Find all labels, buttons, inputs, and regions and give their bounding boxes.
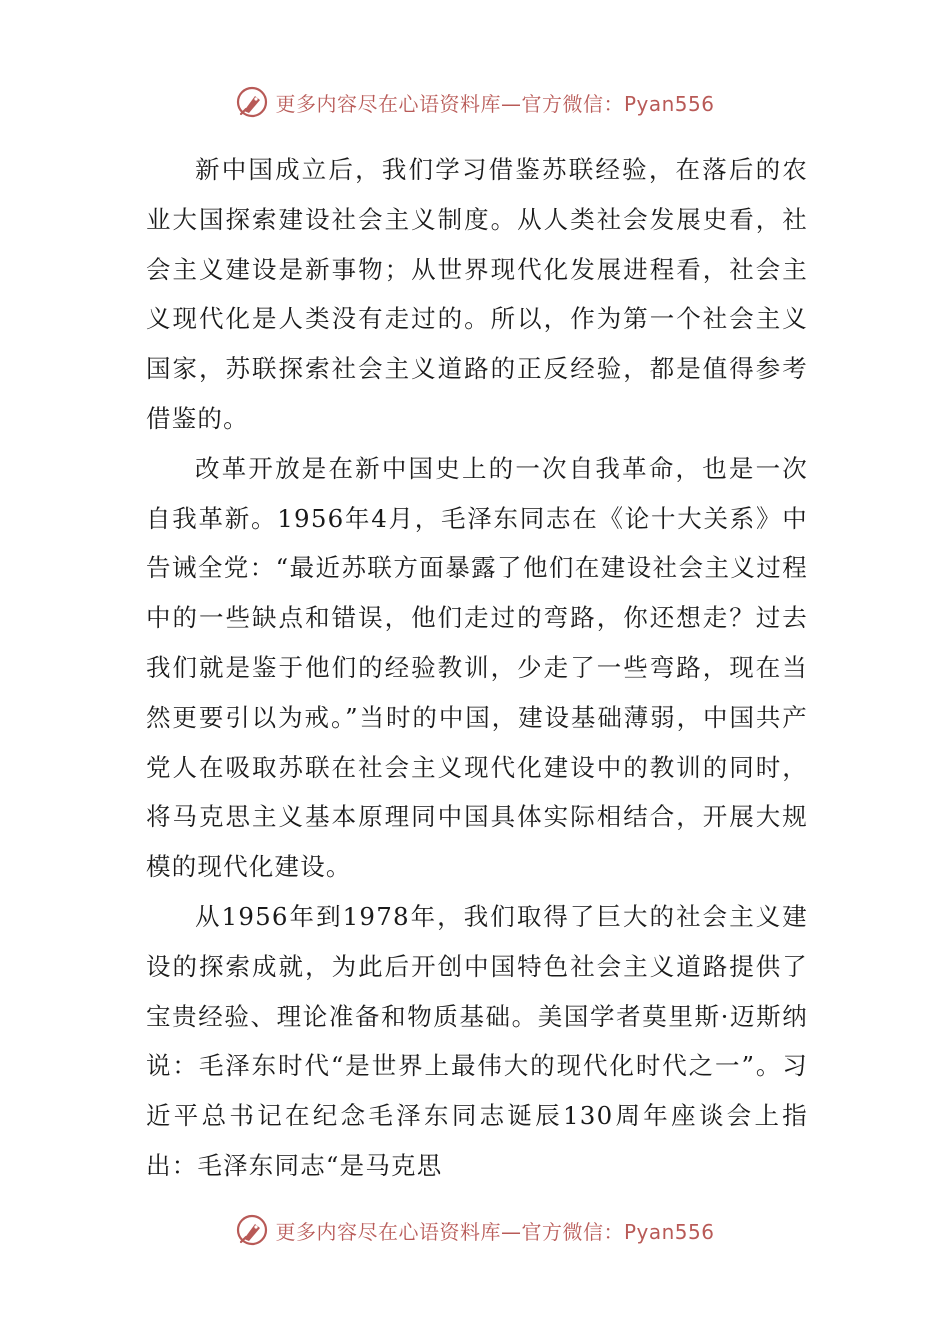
footer-watermark xyxy=(0,1210,950,1250)
document-body xyxy=(146,145,808,1191)
watermark-text: 更多内容尽在心语资料库—官方微信：Pyan556 xyxy=(275,1219,715,1244)
paragraph: 从1956年到1978年，我们取得了巨大的社会主义建设的探索成就，为此后开创中国特色社会主义道路提供了宝贵经验、理论准备和物质基础。美国学者莫里斯·迈斯纳说：毛泽东时代“是世界上最伟大的现代化时代之一”。习近平总书记在纪念毛泽东同志诞辰130周年座谈会上指出：毛泽东同志“是马克思 xyxy=(146,901,808,1180)
pen-nib-logo-icon xyxy=(235,1213,269,1247)
paragraph: 改革开放是在新中国史上的一次自我革命，也是一次自我革新。1956年4月，毛泽东同志在《论十大关系》中告诫全党：“最近苏联方面暴露了他们在建设社会主义过程中的一些缺点和错误，他们走过的弯路，你还想走？过去我们就是鉴于他们的经验教训，少走了一些弯路，现在当然更要引以为戒。”当时的中国，建设基础薄弱，中国共产党人在吸取苏联在社会主义现代化建设中的教训的同时，将马克思主义基本原理同中国具体实际相结合，开展大规模的现代化建设。 xyxy=(146,453,808,882)
watermark-text: 更多内容尽在心语资料库—官方微信：Pyan556 xyxy=(275,91,715,116)
header-watermark xyxy=(0,82,950,122)
paragraph: 新中国成立后，我们学习借鉴苏联经验，在落后的农业大国探索建设社会主义制度。从人类社会发展史看，社会主义建设是新事物；从世界现代化发展进程看，社会主义现代化是人类没有走过的。所以，作为第一个社会主义国家，苏联探索社会主义道路的正反经验，都是值得参考借鉴的。 xyxy=(146,155,808,433)
pen-nib-logo-icon xyxy=(235,85,269,119)
